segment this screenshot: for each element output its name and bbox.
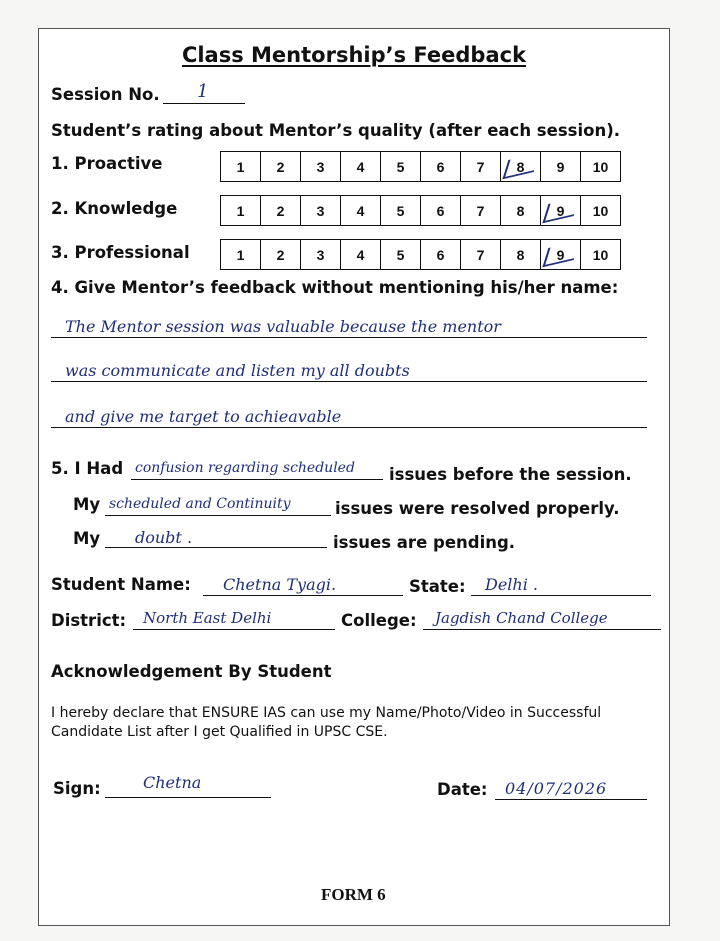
- rating-cell[interactable]: 4: [341, 152, 381, 182]
- date-value[interactable]: 04/07/2026: [505, 779, 608, 798]
- q5-had-underline: [131, 479, 383, 480]
- rating-label-proactive: 1. Proactive: [51, 154, 163, 173]
- q5-had-prefix: 5. I Had: [51, 459, 124, 478]
- date-underline: [495, 799, 647, 800]
- rating-cell[interactable]: 3: [301, 240, 341, 270]
- signature[interactable]: Chetna: [143, 773, 202, 792]
- feedback-line-1: [51, 337, 647, 338]
- rating-cell[interactable]: 6: [421, 152, 461, 182]
- feedback-text-2[interactable]: was communicate and listen my all doubts: [65, 361, 410, 380]
- rating-cell[interactable]: 2: [261, 196, 301, 226]
- state-label: State:: [409, 577, 466, 596]
- rating-cell[interactable]: 9: [541, 152, 581, 182]
- form-title: Class Mentorship’s Feedback: [181, 43, 527, 67]
- state-value[interactable]: Delhi .: [485, 575, 539, 594]
- rating-scale-knowledge: [220, 195, 621, 226]
- rating-cell[interactable]: 10: [581, 152, 621, 182]
- ack-text: I hereby declare that ENSURE IAS can use my Name/Photo/Video in Successful Candidate List after I get Qualified in UPSC CSE.: [51, 705, 602, 740]
- rating-cell[interactable]: 2: [261, 152, 301, 182]
- rating-cell[interactable]: 1: [221, 152, 261, 182]
- rating-cell[interactable]: 1: [221, 240, 261, 270]
- feedback-line-2: [51, 381, 647, 382]
- feedback-text-1[interactable]: The Mentor session was valuable because the mentor: [65, 317, 501, 336]
- rating-cell[interactable]: 7: [461, 196, 501, 226]
- rating-cell[interactable]: 3: [301, 152, 341, 182]
- tick-mark-icon: [502, 153, 539, 180]
- session-label: Session No.: [51, 85, 160, 104]
- feedback-form: [38, 28, 670, 926]
- tick-mark-icon: [542, 197, 579, 224]
- rating-cell[interactable]: 5: [381, 196, 421, 226]
- sign-label: Sign:: [53, 779, 101, 798]
- rating-cell[interactable]: 5: [381, 152, 421, 182]
- sign-underline: [105, 797, 271, 798]
- feedback-line-3: [51, 427, 647, 428]
- district-value[interactable]: North East Delhi: [143, 609, 272, 627]
- feedback-text-3[interactable]: and give me target to achieavable: [65, 407, 342, 426]
- date-label: Date:: [437, 780, 488, 799]
- rating-cell[interactable]: 7: [461, 152, 501, 182]
- college-underline: [423, 629, 661, 630]
- district-underline: [133, 629, 335, 630]
- rating-cell[interactable]: 4: [341, 196, 381, 226]
- student-name-label: Student Name:: [51, 575, 191, 594]
- student-name-underline: [203, 595, 403, 596]
- rating-scale-proactive: [220, 151, 621, 182]
- state-underline: [471, 595, 651, 596]
- q5-pending-prefix: My: [73, 529, 101, 548]
- college-value[interactable]: Jagdish Chand College: [435, 609, 608, 627]
- session-value[interactable]: 1: [197, 81, 209, 102]
- form-number: FORM 6: [321, 885, 386, 904]
- q5-resolved-underline: [105, 515, 331, 516]
- rating-cell[interactable]: 4: [341, 240, 381, 270]
- feedback-heading: 4. Give Mentor’s feedback without mentioning his/her name:: [51, 278, 619, 297]
- rating-scale-professional: [220, 239, 621, 270]
- q5-resolved-prefix: My: [73, 495, 101, 514]
- session-underline: [163, 103, 245, 104]
- q5-resolved-value[interactable]: scheduled and Continuity: [109, 496, 291, 512]
- rating-cell[interactable]: 8: [501, 240, 541, 270]
- rating-cell[interactable]: 6: [421, 240, 461, 270]
- rating-cell[interactable]: 5: [381, 240, 421, 270]
- rating-cell[interactable]: 6: [421, 196, 461, 226]
- college-label: College:: [341, 611, 417, 630]
- ack-heading: Acknowledgement By Student: [51, 662, 332, 681]
- rating-cell[interactable]: 2: [261, 240, 301, 270]
- rating-label-knowledge: 2. Knowledge: [51, 199, 178, 218]
- rating-cell[interactable]: 8: [501, 196, 541, 226]
- rating-cell[interactable]: 3: [301, 196, 341, 226]
- rating-cell[interactable]: 10: [581, 240, 621, 270]
- q5-had-value[interactable]: confusion regarding scheduled: [135, 460, 355, 476]
- rating-heading: Student’s rating about Mentor’s quality (after each session).: [51, 121, 621, 140]
- q5-pending-value[interactable]: doubt .: [135, 528, 193, 547]
- tick-mark-icon: [542, 241, 579, 268]
- district-label: District:: [51, 611, 127, 630]
- q5-pending-suffix: issues are pending.: [333, 533, 516, 552]
- rating-cell-selected[interactable]: 8: [501, 152, 541, 182]
- student-name-value[interactable]: Chetna Tyagi.: [223, 575, 337, 594]
- q5-had-suffix: issues before the session.: [389, 465, 632, 484]
- rating-cell-selected[interactable]: 9: [541, 240, 581, 270]
- rating-cell-selected[interactable]: 9: [541, 196, 581, 226]
- rating-cell[interactable]: 10: [581, 196, 621, 226]
- q5-resolved-suffix: issues were resolved properly.: [335, 499, 620, 518]
- rating-cell[interactable]: 7: [461, 240, 501, 270]
- q5-pending-underline: [105, 547, 327, 548]
- rating-cell[interactable]: 1: [221, 196, 261, 226]
- rating-label-professional: 3. Professional: [51, 243, 190, 262]
